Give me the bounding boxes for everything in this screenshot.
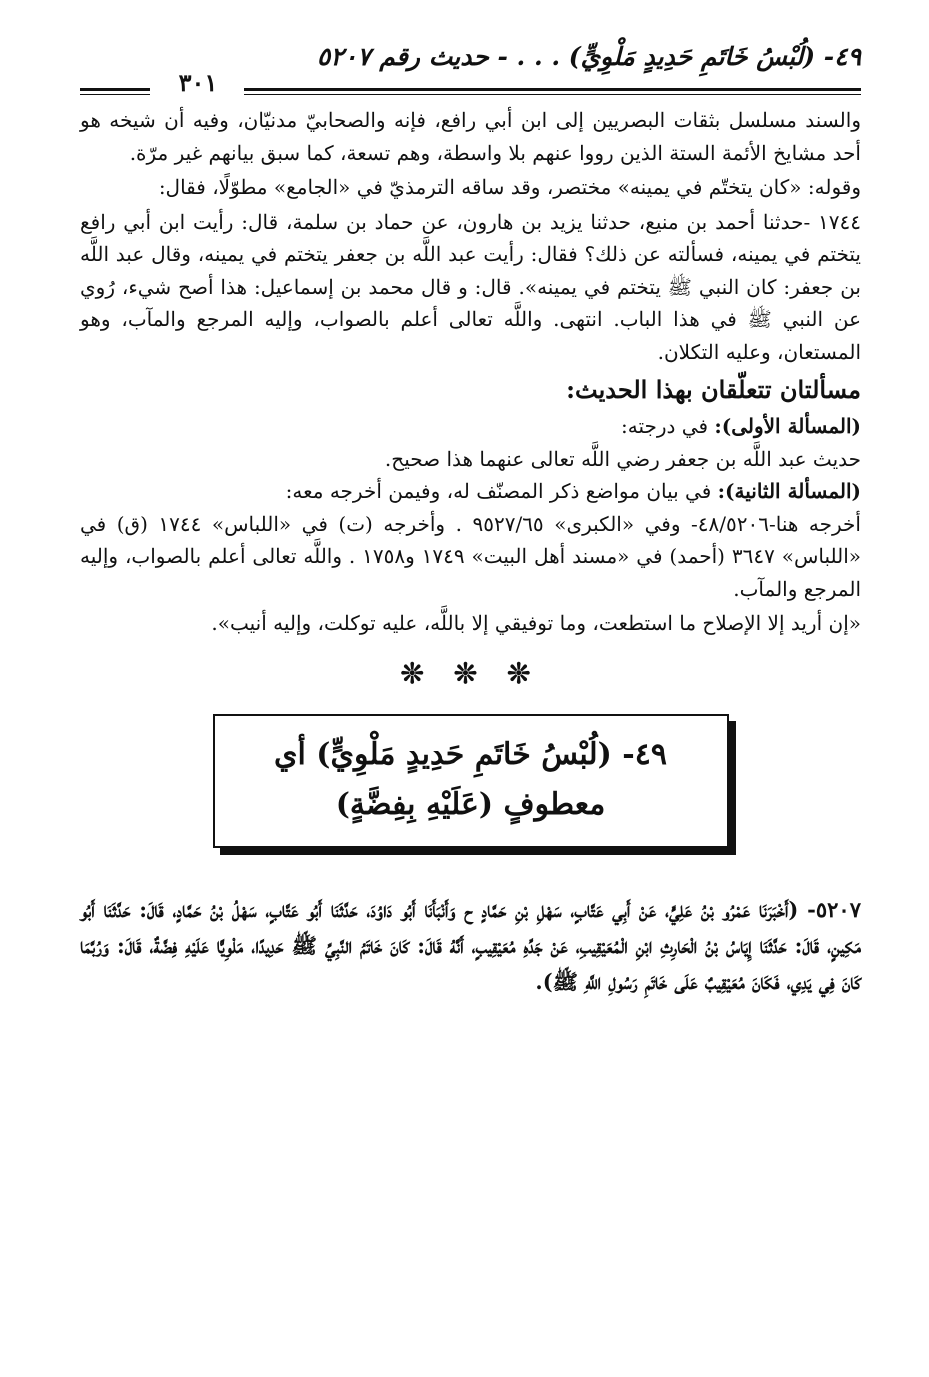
page-number-rule [80, 88, 150, 95]
chapter-title-line-2: معطوفٍ (عَلَيْهِ بِفِضَّةٍ) [335, 786, 606, 822]
issue-one-heading [80, 410, 861, 443]
chapter-title-line-1: ٤٩- (لُبْسُ خَاتَمِ حَدِيدٍ مَلْوِيٍّ) أي [274, 736, 667, 772]
chapter-title-box [213, 714, 729, 848]
paragraph-chain-of-narrators: والسند مسلسل بثقات البصريين إلى ابن أبي رافع، فإنه والصحابيّ مدنيّان، وفيه أن شيخه هو أحد مشايخ الأئمة الستة الذين رووا عنهم بلا واسطة، وهم تسعة، كما سبق بيانهم غير مرّة. [80, 108, 861, 165]
issue-two-heading [80, 475, 861, 508]
header-rule [244, 88, 861, 95]
hadith-text: ٥٢٠٧- (أَخْبَرَنَا عَمْرُو بْنُ عَلِيٍّ، عَنْ أَبِي عَتَّابٍ، سَهْلِ بْنِ حَمَّادٍ ح وَأَنْبَأَنَا أَبُو دَاوُدَ، حَدَّثَنَا أَبُو عَتَّابٍ، سَهْلُ بْنُ حَمَّادٍ، قَالَ: حَدَّثَنَا أَبُو مَكِينٍ، قَالَ: حَدَّثَنَا إِيَاسُ بْنُ الْحَارِثِ ابْنِ الْمُعَيْقِيبِ، عَنْ جَدِّهِ مُعَيْقِيبٍ، أَنَّهُ قَالَ: كَانَ خَاتَمُ النَّبِيِّ ﷺ حَدِيدًا، مَلْوِيًّا عَلَيْهِ فِضَّةٌ، قَالَ: وَرُبَّمَا كَانَ فِي يَدِي، فَكَانَ مُعَيْقِيبٌ عَلَى خَاتَمِ رَسُولِ اللَّهِ ﷺ). [80, 896, 861, 994]
page-number: ٣٠١ [178, 68, 218, 97]
running-header-title: ٤٩- (لُبْسُ خَاتَمِ حَدِيدٍ مَلْوِيٍّ) . . . - حديث رقم ٥٢٠٧ [316, 42, 861, 71]
closing-quote: «إن أريد إلا الإصلاح ما استطعت، وما توفيقي إلا باللَّه، عليه توكلت، وإليه أنيب». [211, 611, 861, 635]
issue-one-body: حديث عبد اللَّه بن جعفر رضي اللَّه تعالى عنهما هذا صحيح. [384, 446, 861, 471]
issue-two-body: أخرجه هنا-٤٨/٥٢٠٦- وفي «الكبرى» ٩٥٢٧/٦٥ . وأخرجه (ت) في «اللباس» ١٧٤٤ (ق) في «اللباس» ٣٦٤٧ (أحمد) في «مسند أهل البيت» ١٧٤٩ و١٧٥٨ . واللَّه تعالى أعلم بالصواب، وإليه المرجع والمآب. [80, 511, 862, 601]
section-separator-stars: ❊ ❊ ❊ [400, 656, 541, 690]
paragraph-quote-note: وقوله: «كان يتختّم في يمينه» مختصر، وقد ساقه الترمذيّ في «الجامع» مطوّلًا، فقال: [158, 175, 861, 199]
book-page [80, 38, 861, 1000]
issue-two-label: (المسألة الثانية): [717, 479, 861, 503]
issue-one-label: (المسألة الأولى): [714, 414, 861, 438]
commentary-text [80, 104, 861, 640]
section-heading: مسألتان تتعلّقان بهذا الحديث: [566, 375, 861, 404]
running-header [80, 38, 861, 100]
issue-one-text: في درجته: [621, 414, 715, 438]
paragraph-tirmidhi-narration: ١٧٤٤ -حدثنا أحمد بن منيع، حدثنا يزيد بن هارون، عن حماد بن سلمة، قال: رأيت ابن أبي رافع يتختم في يمينه، فسألته عن ذلك؟ فقال: رأيت عبد اللَّه بن جعفر يتختم في يمينه، وقال عبد اللَّه بن جعفر: كان النبي ﷺ يتختم في يمينه». قال: و قال محمد بن إسماعيل: هذا أصح شيء، رُوي عن النبي ﷺ في هذا الباب. انتهى. واللَّه تعالى أعلم بالصواب، وإليه المرجع والمآب، وهو المستعان، وعليه التكلان. [80, 209, 861, 364]
issue-two-text: في بيان مواضع ذكر المصنّف له، وفيمن أخرجه معه: [285, 479, 718, 503]
